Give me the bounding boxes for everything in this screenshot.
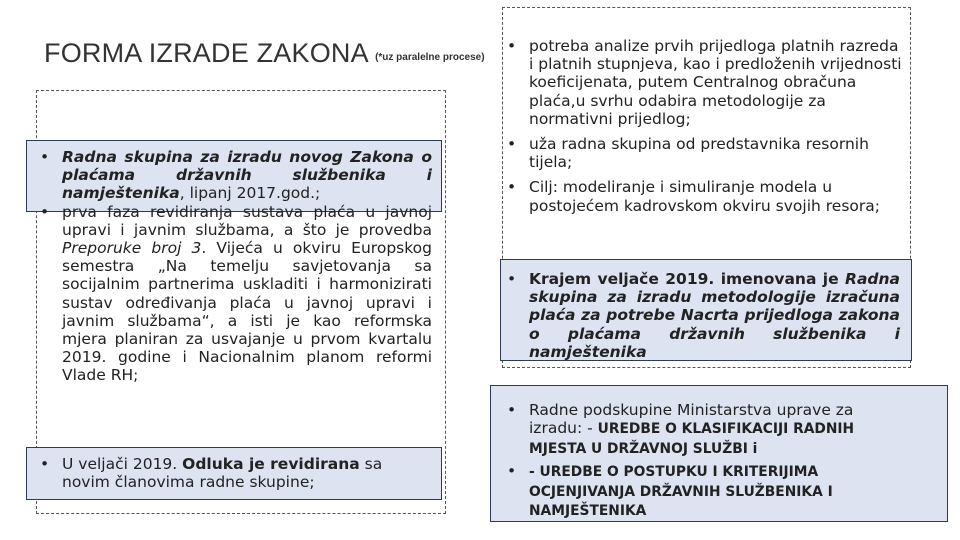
right-list-item: • Cilj: modeliranje i simuliranje modela u postojećem kadrovskom okviru svojih resora; — [507, 178, 902, 214]
right-list-item — [507, 270, 900, 361]
right-highlight-list — [507, 270, 900, 361]
right-list-item: • potreba analize prvih prijedloga platnih razreda i platnih stupnjeva, kao i predloženih vrijednosti koeficijenata, putem Centralnog obračuna plaća,u svrhu odabira metodologije za normativni prijedlog; — [507, 37, 902, 128]
methodology-working-group: Radna skupina za izradu metodologije izračuna plaća za potrebe Nacrta prijedloga zakona o plaćama državnih službenika i namještenika — [529, 270, 900, 361]
title-main: FORMA IZRADE ZAKONA — [44, 38, 368, 68]
right-bottom-list — [507, 401, 907, 521]
appointment-date: Krajem veljače 2019. imenovana je — [529, 270, 846, 288]
left-bottom-list — [40, 455, 432, 491]
right-list-item — [507, 462, 907, 521]
left-list-item: • U veljači 2019. Odluka je revidirana sa novim članovima radne skupine; — [40, 455, 432, 491]
title-note: (*uz paralelne procese) — [375, 52, 485, 63]
left-bullet-list — [40, 148, 432, 385]
regulation-evaluation: - UREDBE O POSTUPKU I KRITERIJIMA OCJENJIVANJA DRŽAVNIH SLUŽBENIKA I NAMJEŠTENIKA — [529, 464, 833, 520]
working-group-title: Radna skupina za izradu novog Zakona o plaćama državnih službenika i namještenika — [62, 148, 432, 203]
right-bullet-list — [507, 37, 902, 215]
left-list-item: • prva faza revidiranja sustava plaća u javnoj upravi i javnim službama, a što je provedba Preporuke broj 3. Vijeća u okviru Europskog semestra „Na temelju savjetovanja sa socijalnim partnerima uskladiti i harmonizirati sustav određivanja plaća u javnoj upravi i javnim službama“, a isti je kao reformska mjera planiran za usvajanje u prvom kvartalu 2019. godine i Nacionalnim planom reformi Vlade RH; — [40, 203, 432, 385]
right-list-item: • uža radna skupina od predstavnika resornih tijela; — [507, 135, 902, 171]
decision-revised: Odluka je revidirana — [182, 455, 360, 473]
right-list-item: • Radne podskupine Ministarstva uprave za izradu: - UREDBE O KLASIFIKACIJI RADNIH MJESTA U DRŽAVNOJ SLUŽBI i — [507, 401, 907, 458]
regulation-classification: UREDBE O KLASIFIKACIJI RADNIH MJESTA U DRŽAVNOJ SLUŽBI i — [529, 421, 855, 457]
working-group-date: , lipanj 2017.god.; — [179, 184, 321, 203]
left-list-item — [40, 148, 432, 203]
page-title — [44, 38, 485, 69]
recommendation-reference: Preporuke broj 3 — [62, 239, 202, 258]
